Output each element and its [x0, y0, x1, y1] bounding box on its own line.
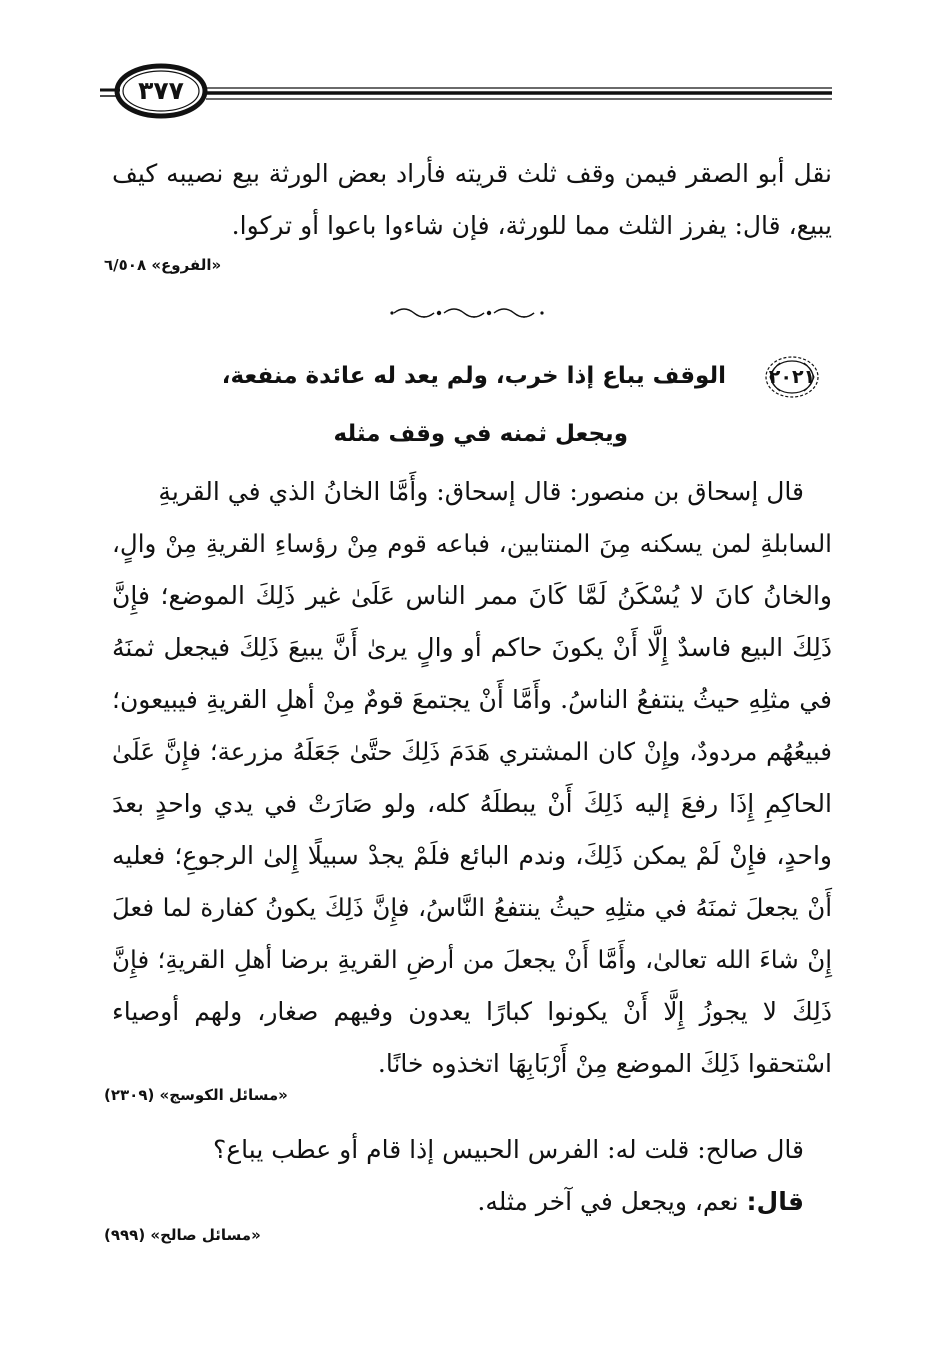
- entry-body-line-6: فبيعُهُم مردودٌ، وإِنْ كان المشتري هَدَمَ ذَلِكَ حتَّىٰ جَعَلَهُ مزرعة؛ فإِنَّ عَلَىٰ: [112, 737, 832, 766]
- entry-title-line-2: ويجعل ثمنه في وقف مثله: [333, 421, 628, 447]
- entry-title-line-1: الوقف يباع إذا خرب، ولم يعد له عائدة منفعة،: [221, 363, 726, 389]
- header-rule-icon: [100, 60, 832, 122]
- entry-body-line-12: اسْتحقوا ذَلِكَ الموضع مِنْ أَرْبَابِهَا اتخذوه خانًا.: [377, 1049, 832, 1078]
- entry-body-line-5: في مثلِهِ حيثُ ينتفعُ الناسُ. وأَمَّا أَنْ يجتمعَ قومٌ مِنْ أهلِ القريةِ فيبيعون؛: [112, 685, 832, 714]
- entry-body-line-4: ذَلِكَ البيع فاسدٌ إِلَّا أَنْ يكونَ حاكم أو والٍ يرىٰ أَنَّ يبيعَ ذَلِكَ فيجعل ثمنَهُ: [112, 633, 832, 662]
- prev-entry-line-2: يبيع، قال: يفرز الثلث مما للورثة، فإن شاءوا باعوا أو تركوا.: [231, 211, 832, 240]
- prev-entry-source: «الفروع» ٦/٥٠٨: [104, 256, 222, 274]
- salih-answer: [477, 1176, 804, 1228]
- entry-source-salih: «مسائل صالح» (٩٩٩): [104, 1226, 261, 1244]
- entry-body-line-11: ذَلِكَ لا يجوزُ إِلَّا أَنْ يكونوا كبارًا يعدون وفيهم صغار، ولهم أوصياء: [112, 997, 832, 1026]
- entry-body-line-9: أَنْ يجعلَ ثمنَهُ في مثلِهِ حيثُ ينتفعُ النَّاسُ، فإِنَّ ذَلِكَ يكونُ كفارة لما فعلَ: [112, 893, 832, 922]
- page-header: [100, 60, 832, 122]
- entry-body-line-7: الحاكِمِ إِذَا رفعَ إليه ذَلِكَ أَنْ يبطلَهُ كله، ولو صَارَتْ في يدي واحدٍ بعدَ: [112, 789, 832, 818]
- prev-entry-line-1: نقل أبو الصقر فيمن وقف ثلث قريته فأراد بعض الورثة بيع نصيبه كيف: [112, 159, 832, 188]
- entry-source-kawsaj: «مسائل الكوسج» (٢٣٠٩): [104, 1086, 288, 1104]
- answer-label: قال:: [746, 1187, 804, 1216]
- entry-body-line-10: إِنْ شاءَ الله تعالىٰ، وأَمَّا أَنْ يجعلَ من أرضِ القريةِ برضا أهلِ القريةِ؛ فإِنَّ: [112, 945, 832, 974]
- answer-text: نعم، ويجعل في آخر مثله.: [477, 1187, 739, 1216]
- page-number: ٣٧٧: [138, 76, 184, 105]
- ornament-divider-icon: [390, 304, 544, 322]
- entry-body-line-2: السابلةِ لمن يسكنه مِنَ المنتابين، فباعه قوم مِنْ رؤساءِ القريةِ مِنْ والٍ،: [112, 529, 832, 558]
- salih-question: قال صالح: قلت له: الفرس الحبيس إذا قام أو عطب يباع؟: [213, 1135, 804, 1164]
- entry-body-line-3: والخانُ كانَ لا يُسْكَنُ لَمَّا كَانَ ممر الناس عَلَىٰ غير ذَلِكَ الموضع؛ فإِنَّ: [112, 581, 832, 610]
- entry-number: ٢٠٢١: [768, 366, 816, 388]
- entry-body-line-8: واحدٍ، فإِنْ لَمْ يمكن ذَلِكَ، وندم البائع فلَمْ يجدْ سبيلًا إِلىٰ الرجوعِ؛ فعليه: [112, 841, 832, 870]
- entry-body-line-1: قال إسحاق بن منصور: قال إسحاق: وأَمَّا الخانُ الذي في القريةِ: [158, 477, 804, 506]
